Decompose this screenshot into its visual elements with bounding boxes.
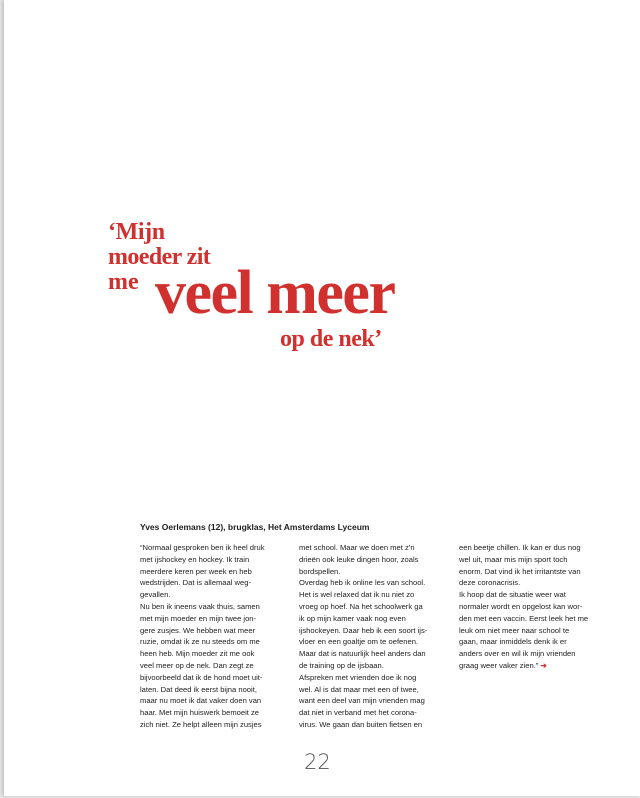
- text-line: ruzie, omdat ik ze nu steeds om me: [140, 637, 260, 647]
- text-line: heen heb. Mijn moeder zit me ook: [140, 649, 255, 659]
- text-line: wel uit, maar mis mijn sport toch: [459, 554, 568, 564]
- article-column-3: [459, 542, 607, 672]
- text-line: met mijn moeder en mijn twee jon-: [140, 613, 257, 623]
- text-line: ijshockeyen. Daar heb ik een soort ijs-: [299, 625, 428, 635]
- text-line: bijvoorbeeld dat ik de hond moet uit-: [140, 672, 263, 682]
- text-line: Het is wel relaxed dat ik nu niet zo: [299, 590, 415, 600]
- text-line: haar. Met mijn huiswerk bemoeit ze: [140, 708, 260, 718]
- text-line: zich niet. Ze helpt alleen mijn zusjes: [140, 719, 262, 729]
- text-line: de training op de ijsbaan.: [299, 660, 384, 670]
- text-fragment: graag weer vaker zien.”: [459, 660, 539, 670]
- text-line: maar nu moet ik dat vaker doen van: [140, 696, 262, 706]
- text-line: want een deel van mijn vrienden mag: [299, 696, 425, 706]
- text-line: virus. We gaan dan buiten fietsen en: [299, 719, 423, 729]
- text-line: vroeg op hoef. Na het schoolwerk ga: [299, 601, 423, 611]
- text-line: wedstrijden. Dat is allemaal weg-: [140, 578, 251, 588]
- text-line: meerdere keren per week en heb: [140, 566, 252, 576]
- text-line: Afspreken met vrienden doe ik nog: [299, 672, 417, 682]
- text-line: Maar dat is natuurlijk heel anders dan: [299, 649, 426, 659]
- headline-large-line: veel meer: [155, 259, 395, 327]
- article-column-1: [140, 542, 288, 731]
- text-line: Nu ben ik ineens vaak thuis, samen: [140, 601, 260, 611]
- text-line: dat niet in verband met het corona-: [299, 708, 417, 718]
- text-line-last: [459, 660, 607, 672]
- text-line: enorm. Dat vind ik het irritantste van: [459, 566, 581, 576]
- headline-line-1: ‘Mijn: [108, 219, 165, 245]
- page-number: 22: [304, 750, 331, 774]
- text-line: anders over en wil ik mijn vrienden: [459, 649, 576, 659]
- headline-line-5: op de nek’: [280, 326, 382, 352]
- text-line: laten. Dat deed ik eerst bijna nooit,: [140, 684, 257, 694]
- text-line: den met een vaccin. Eerst leek het me: [459, 613, 589, 623]
- text-line: Ik hoop dat de situatie weer wat: [459, 590, 566, 600]
- text-line: een beetje chillen. Ik kan er dus nog: [459, 543, 581, 552]
- text-line: ik op mijn kamer vaak nog even: [299, 613, 406, 623]
- text-line: normaler wordt en opgelost kan wor-: [459, 601, 583, 611]
- text-line: met ijshockey en hockey. Ik train: [140, 554, 250, 564]
- text-line: Overdag heb ik online les van school.: [299, 578, 426, 588]
- text-line: bordspellen.: [299, 566, 341, 576]
- byline: Yves Oerlemans (12), brugklas, Het Amsterdams Lyceum: [140, 522, 370, 532]
- text-line: “Normaal gesproken ben ik heel druk: [140, 543, 265, 552]
- magazine-page: [4, 0, 640, 796]
- text-line: met school. Maar we doen met z’n: [299, 543, 415, 552]
- text-line: veel meer op de nek. Dan zegt ze: [140, 660, 254, 670]
- text-line: leuk om niet meer naar school te: [459, 625, 570, 635]
- end-arrow-icon: ➔: [540, 660, 547, 670]
- text-line: gevallen.: [140, 590, 171, 600]
- text-line: wel. Al is dat maar met een of twee,: [299, 684, 419, 694]
- text-line: gere zusjes. We hebben wat meer: [140, 625, 256, 635]
- headline-line-2: moeder zit: [108, 244, 211, 270]
- text-line: vloer en een goaltje om te oefenen.: [299, 637, 419, 647]
- article-column-2: [299, 542, 447, 731]
- headline-line-3: me: [108, 269, 139, 295]
- text-line: drieën ook leuke dingen hoor, zoals: [299, 554, 419, 564]
- text-line: deze coronacrisis.: [459, 578, 521, 588]
- text-line: gaan, maar inmiddels denk ik er: [459, 637, 567, 647]
